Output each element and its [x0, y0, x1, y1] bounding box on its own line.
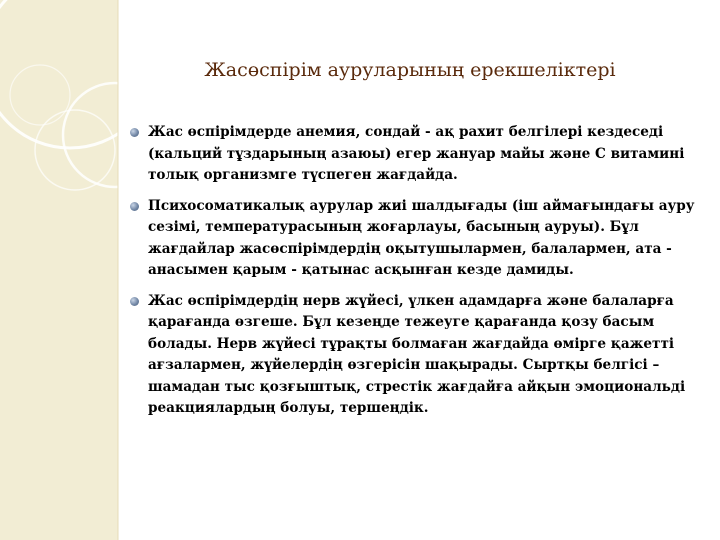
slide-title: Жасөспірім ауруларының ерекшеліктері	[204, 59, 616, 81]
bullet-text: Жас өспірімдердің нерв жүйесі, үлкен адамдарға және балаларға қарағанда өзгеше. Бұл кезеңде тежеуге қарағанда қозу басым болады. Нерв жүйесі тұрақты болмаған жағдайда өмірге қажетті ағзалармен, жүйелердің өзгерісін шақырады. Сыртқы белгісі – шамадан тыс қозғыштық, стрестік жағдайға айқын эмоциональді реакциялардың болуы, тершеңдік.	[148, 292, 686, 416]
bullet-text: Психосоматикалық аурулар жиі шалдығады (іш аймағындағы ауру сезімі, температурасының жоғарлауы, басының ауруы). Бұл жағдайлар жасөспірімдердің оқытушылармен, балалармен, ата - анасымен қарым - қатынас асқынған кезде дамиды.	[148, 197, 695, 278]
bullet-list	[128, 122, 698, 429]
bullet-dot-icon	[130, 202, 139, 211]
list-item	[128, 291, 698, 420]
bullet-dot-icon	[130, 128, 139, 137]
bullet-dot-icon	[130, 297, 139, 306]
list-item	[128, 122, 698, 187]
list-item	[128, 196, 698, 282]
bullet-text: Жас өспірімдерде анемия, сондай - ақ рахит белгілері кездеседі (кальций тұздарының азаюы) егер жануар майы және С витамині толық организмге түспеген жағдайда.	[148, 124, 685, 183]
